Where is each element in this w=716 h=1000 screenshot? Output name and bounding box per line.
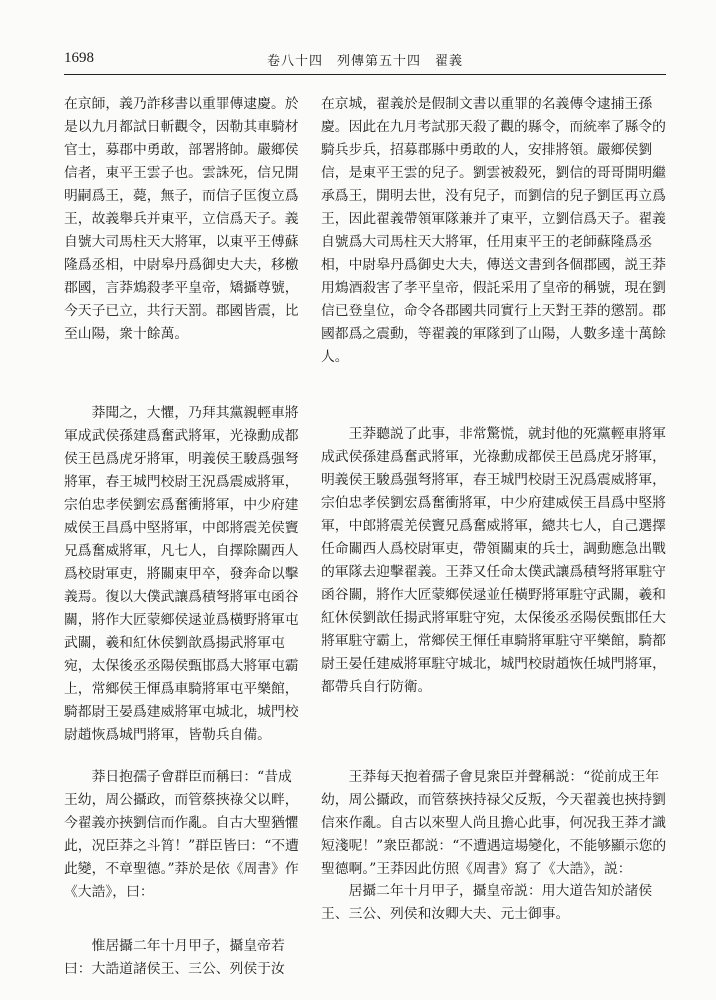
classical-paragraph-4: 惟居攝二年十月甲子，攝皇帝若曰：大誥道諸侯王、三公、列侯于汝 xyxy=(64,938,285,977)
translation-paragraph-2: 王莽聽説了此事，非常驚慌，就封他的死黨輕車將軍成武侯孫建爲奮武將軍，光祿勳成都侯王邑爲虎牙將軍，明義侯王駿爲强弩將軍，春王城門校尉王況爲震威將軍，宗伯忠孝侯劉宏爲奮衝將軍，中少府建威侯王昌爲中堅將軍，中郎將震羌侯竇兄爲奮威將軍，總共七人，自己選擇任命關西人爲校尉軍吏，帶領關東的兵士，調動應急出戰的軍隊去迎擊翟義。王莽又任命太僕武讓爲積弩將軍駐守函谷關，將作大匠蒙鄉侯逯並任橫野將軍駐守武關，羲和紅休侯劉歆任揚武將軍駐守宛，太保後丞丞陽侯甄邯任大將軍駐守霸上，常鄉侯王惲任車騎將軍駐守平樂館，騎都尉王晏任建威將軍駐守城北，城門校尉趙恢任城門將軍，都帶兵自行防衛。 xyxy=(321,426,666,695)
classical-paragraph-2: 莽聞之，大懼，乃拜其黨親輕車將軍成武侯孫建爲奮武將軍，光祿勳成都侯王邑爲虎牙將軍，明義侯王駿爲强弩將軍，春王城門校尉王況爲震威將軍，宗伯忠孝侯劉宏爲奮衝將軍，中少府建威侯王昌爲中堅將軍，中郎將震羌侯竇兄爲奮威將軍，凡七人，自擇除關西人爲校尉軍吏，將關東甲卒，發奔命以擊義焉。復以大僕武讓爲積弩將軍屯函谷關，將作大匠蒙鄉侯逯並爲橫野將軍屯武關，羲和紅休侯劉歆爲揚武將軍屯宛，太保後丞丞陽侯甄邯爲大將軍屯霸上，常鄉侯王惲爲車騎將軍屯平樂館，騎都尉王晏爲建威將軍屯城北，城門校尉趙恢爲城門將軍，皆勒兵自備。 xyxy=(64,405,299,743)
classical-paragraph-1: 在京師，義乃詐移書以重罪傳逮慶。於是以九月都試日斬觀令，因勒其車騎材官士，募郡中勇敢，部署將帥。嚴鄉侯信者，東平王雲子也。雲誅死，信兄開明嗣爲王，薨，無子，而信子匡復立爲王，故義舉兵并東平，立信爲天子。義自號大司馬柱天大將軍，以東平王傅蘇隆爲丞相，中尉皋丹爲御史大夫，移檄郡國，言莽鴆殺孝平皇帝，矯攝尊號，今天子已立，共行天罰。郡國皆震，比至山陽，衆十餘萬。 xyxy=(64,96,299,342)
running-header xyxy=(64,44,666,75)
running-title: 卷八十四 列傳第五十四 翟義 xyxy=(266,54,463,69)
classical-paragraph-3: 莽日抱孺子會群臣而稱曰：“昔成王幼，周公攝政，而管蔡挾祿父以畔，今翟義亦挾劉信而作亂。自古大聖猶懼此，况臣莽之斗筲！”群臣皆曰：“不遭此變，不章聖德。”莽於是依《周書》作《大誥》，曰： xyxy=(64,769,299,900)
translation-paragraph-1: 在京城，翟義於是假制文書以重罪的名義傳令逮捕王孫慶。因此在九月考試那天殺了觀的縣令，而統率了縣令的騎兵步兵，招募郡縣中勇敢的人，安排將領。嚴鄉侯劉信，是東平王雲的兒子。劉雲被殺死，劉信的哥哥開明繼承爲王，開明去世，没有兒子，而劉信的兒子劉匡再立爲王，因此翟義帶領軍隊兼并了東平，立劉信爲天子。翟義自號爲大司馬柱天大將軍，任用東平王的老師蘇隆爲丞相，中尉皋丹爲御史大夫，傳送文書到各個郡國，説王莽用鴆酒殺害了孝平皇帝，假託采用了皇帝的稱號，現在劉信已登皇位，命令各郡國共同實行上天對王莽的懲罰。郡國都爲之震動，等翟義的軍隊到了山陽，人數多達十萬餘人。 xyxy=(321,96,666,365)
page-number: 1698 xyxy=(64,50,94,66)
translation-paragraph-3: 王莽每天抱着孺子會見衆臣并聲稱説：“從前成王年幼，周公攝政，而管蔡挾持禄父反叛，今天翟義也挾持劉信來作亂。自古以來聖人尚且擔心此事，何况我王莽才識短淺呢！”衆臣都説：“不遭遇這場變化，不能够顯示您的聖德啊。”王莽因此仿照《周書》寫了《大誥》，説： xyxy=(321,769,667,877)
translation-paragraph-4: 居攝二年十月甲子，攝皇帝説：用大道告知於諸侯王、三公、列侯和汝卿大夫、元士御事。 xyxy=(321,883,653,922)
